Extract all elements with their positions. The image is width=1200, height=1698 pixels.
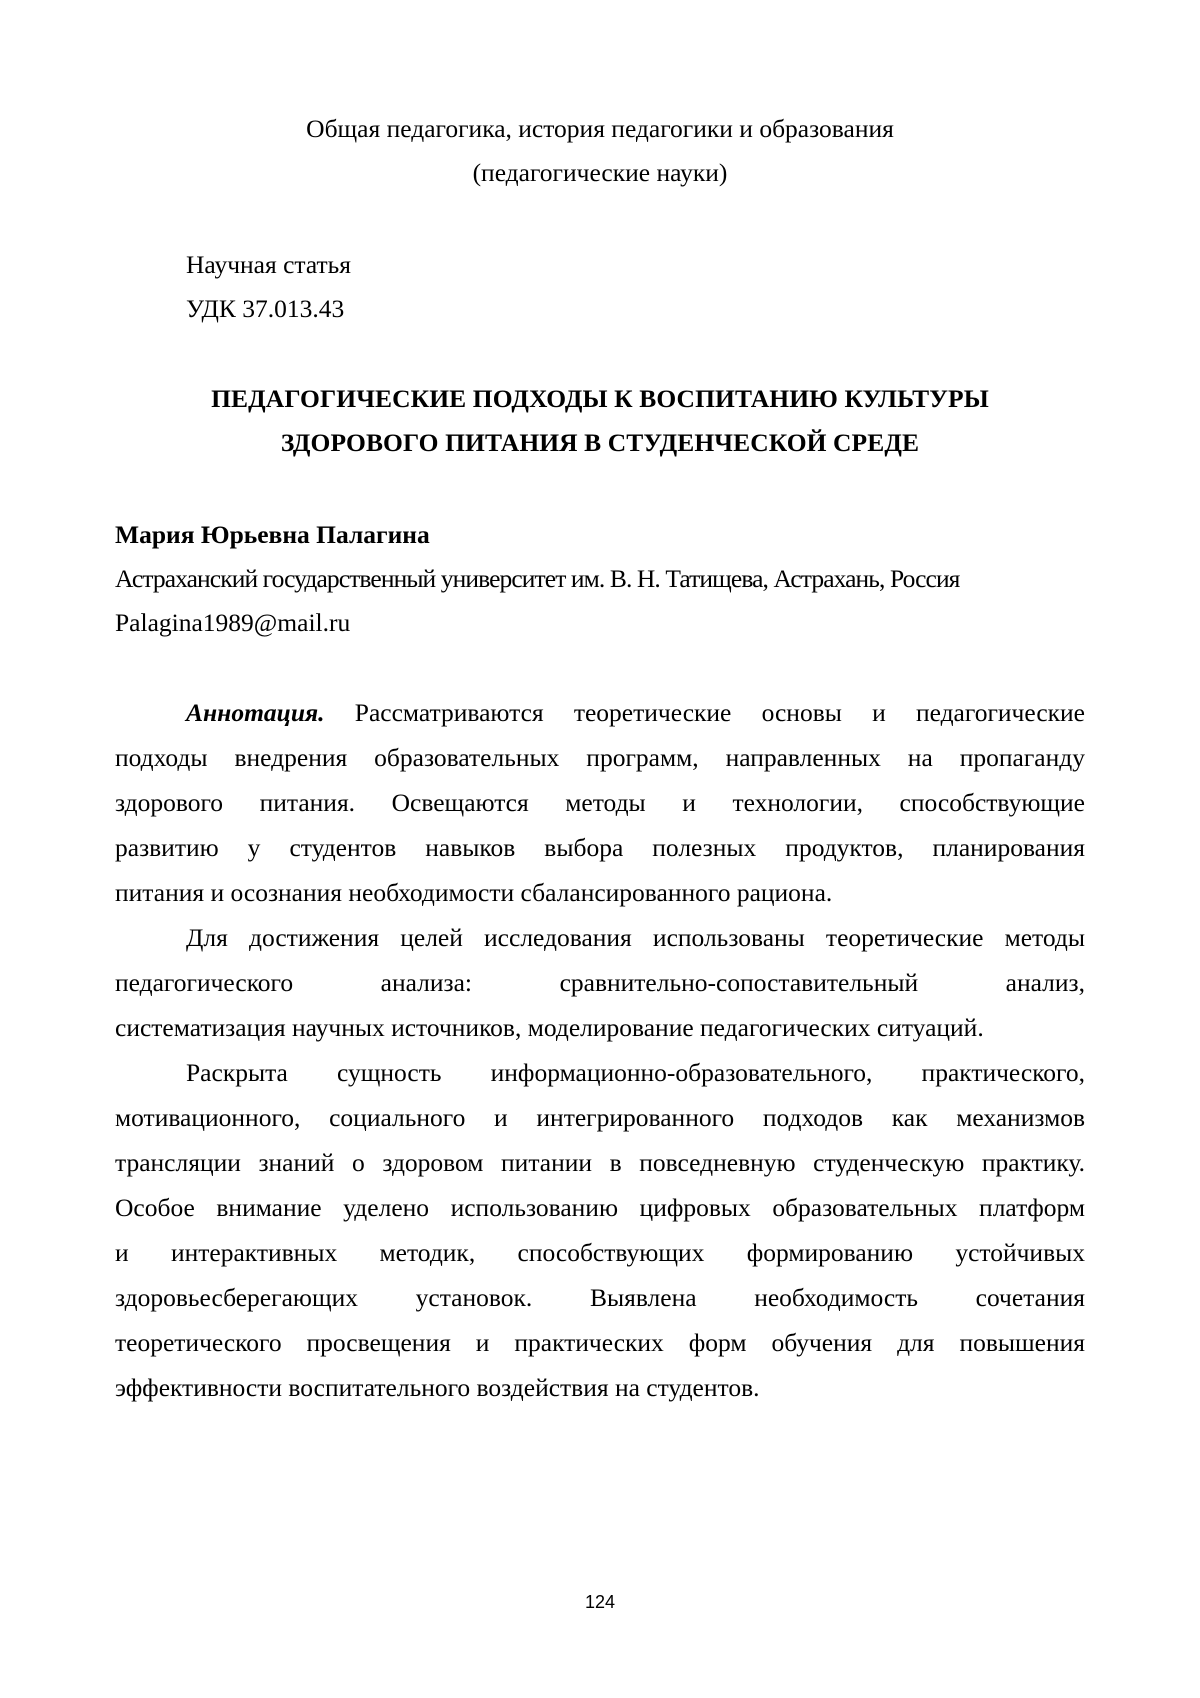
abstract-p1-line-4: развитию у студентов навыков выбора полезных продуктов, планирования bbox=[115, 833, 1085, 862]
page-number: 124 bbox=[584, 1592, 616, 1612]
udc-code: УДК 37.013.43 bbox=[186, 294, 345, 323]
abstract-p3-line-2: мотивационного, социального и интегрированного подходов как механизмов bbox=[115, 1103, 1085, 1132]
abstract-p3-line-1: Раскрыта сущность информационно-образовательного, практического, bbox=[186, 1058, 1085, 1087]
abstract-p2-line-2: педагогического анализа: сравнительно-сопоставительный анализ, bbox=[115, 968, 1085, 997]
section-heading-line-2: (педагогические науки) bbox=[472, 158, 728, 187]
abstract-p3-line-3: трансляции знаний о здоровом питании в повседневную студенческую практику. bbox=[115, 1148, 1085, 1177]
article-type: Научная статья bbox=[186, 250, 352, 279]
abstract-p3-line-6: здоровьесберегающих установок. Выявлена необходимость сочетания bbox=[115, 1283, 1085, 1312]
abstract-p3-line-7: теоретического просвещения и практических форм обучения для повышения bbox=[115, 1328, 1085, 1357]
article-title-line-1: ПЕДАГОГИЧЕСКИЕ ПОДХОДЫ К ВОСПИТАНИЮ КУЛЬТУРЫ bbox=[211, 384, 989, 413]
abstract-label: Аннотация. bbox=[186, 698, 325, 727]
abstract-p3-line-5: и интерактивных методик, способствующих формированию устойчивых bbox=[115, 1238, 1085, 1267]
author-email: Palagina1989@mail.ru bbox=[115, 608, 351, 637]
abstract-p1-line-5: питания и осознания необходимости сбалансированного рациона. bbox=[115, 878, 833, 907]
abstract-p3-line-8: эффективности воспитательного воздействия на студентов. bbox=[115, 1373, 760, 1402]
abstract-p2-line-1: Для достижения целей исследования использованы теоретические методы bbox=[186, 923, 1085, 952]
article-title-line-2: ЗДОРОВОГО ПИТАНИЯ В СТУДЕНЧЕСКОЙ СРЕДЕ bbox=[280, 428, 920, 457]
abstract-p1-line-1: Аннотация. Рассматриваются теоретические основы и педагогические bbox=[186, 698, 1086, 727]
section-heading-line-1: Общая педагогика, история педагогики и образования bbox=[306, 114, 894, 143]
abstract-p3-line-4: Особое внимание уделено использованию цифровых образовательных платформ bbox=[115, 1193, 1085, 1222]
abstract-p2-line-3: систематизация научных источников, моделирование педагогических ситуаций. bbox=[115, 1013, 984, 1042]
abstract-p1-line-3: здорового питания. Освещаются методы и технологии, способствующие bbox=[115, 788, 1085, 817]
author-affiliation: Астраханский государственный университет им. В. Н. Татищева, Астрахань, Россия bbox=[115, 564, 960, 593]
author-name: Мария Юрьевна Палагина bbox=[115, 520, 430, 549]
abstract-p1-line-2: подходы внедрения образовательных программ, направленных на пропаганду bbox=[115, 743, 1085, 772]
